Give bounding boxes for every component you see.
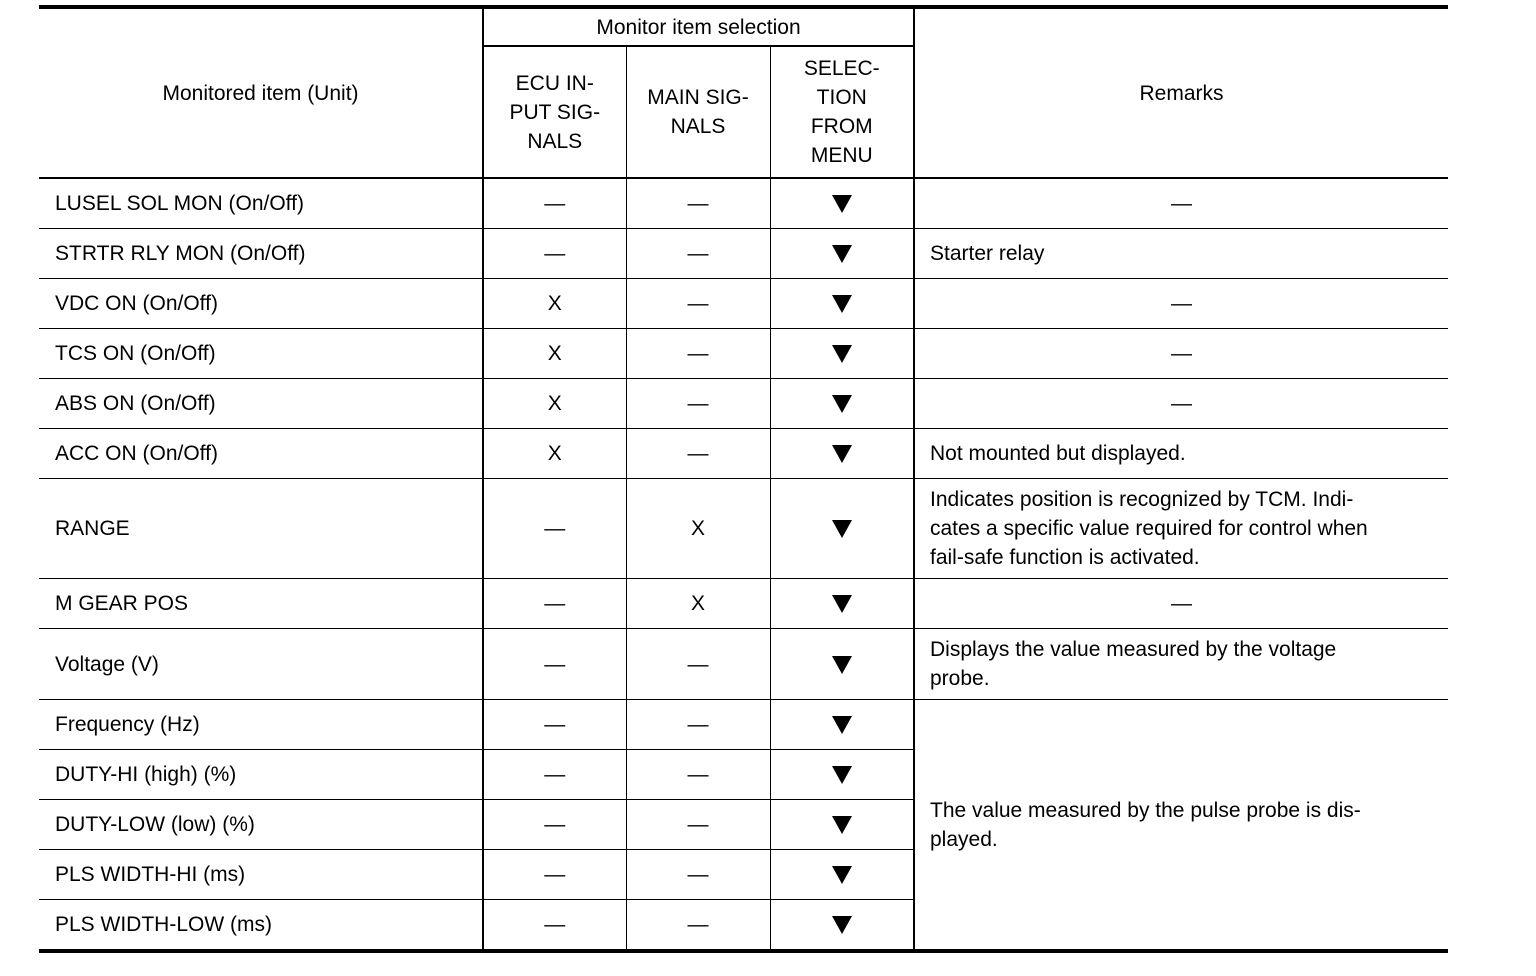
down-triangle-icon	[832, 766, 852, 784]
table-row	[39, 229, 1448, 279]
monitored-item-cell: DUTY-LOW (low) (%)	[39, 800, 483, 850]
down-triangle-icon	[832, 656, 852, 674]
table-row	[39, 700, 1448, 750]
main-signals-cell: —	[626, 900, 770, 952]
down-triangle-icon	[832, 195, 852, 213]
main-signals-cell: —	[626, 750, 770, 800]
selection-cell	[770, 479, 914, 579]
selection-cell	[770, 229, 914, 279]
monitor-item-table	[39, 5, 1448, 953]
table-row	[39, 279, 1448, 329]
main-signals-cell: X	[626, 579, 770, 629]
monitored-item-cell: STRTR RLY MON (On/Off)	[39, 229, 483, 279]
monitored-item-cell: ABS ON (On/Off)	[39, 379, 483, 429]
ecu-input-cell: —	[483, 479, 626, 579]
selection-cell	[770, 629, 914, 700]
down-triangle-icon	[832, 916, 852, 934]
remarks-cell: —	[914, 579, 1448, 629]
main-signals-cell: —	[626, 229, 770, 279]
monitored-item-cell: ACC ON (On/Off)	[39, 429, 483, 479]
main-signals-cell: —	[626, 429, 770, 479]
header-main-signals: MAIN SIG- NALS	[626, 46, 770, 178]
down-triangle-icon	[832, 445, 852, 463]
main-signals-cell: X	[626, 479, 770, 579]
main-signals-cell: —	[626, 629, 770, 700]
table-row	[39, 329, 1448, 379]
remarks-cell: —	[914, 178, 1448, 229]
monitor-item-table-container	[39, 5, 1448, 953]
main-signals-cell: —	[626, 329, 770, 379]
selection-cell	[770, 279, 914, 329]
monitored-item-cell: TCS ON (On/Off)	[39, 329, 483, 379]
table-row	[39, 479, 1448, 579]
monitored-item-cell: Voltage (V)	[39, 629, 483, 700]
table-row	[39, 629, 1448, 700]
ecu-input-cell: X	[483, 279, 626, 329]
main-signals-cell: —	[626, 800, 770, 850]
ecu-input-cell: X	[483, 379, 626, 429]
ecu-input-cell: —	[483, 750, 626, 800]
selection-cell	[770, 178, 914, 229]
ecu-input-cell: X	[483, 329, 626, 379]
table-row	[39, 429, 1448, 479]
monitored-item-cell: DUTY-HI (high) (%)	[39, 750, 483, 800]
monitored-item-cell: LUSEL SOL MON (On/Off)	[39, 178, 483, 229]
main-signals-cell: —	[626, 178, 770, 229]
selection-cell	[770, 329, 914, 379]
remarks-cell: Starter relay	[914, 229, 1448, 279]
main-signals-cell: —	[626, 850, 770, 900]
down-triangle-icon	[832, 245, 852, 263]
selection-cell	[770, 379, 914, 429]
down-triangle-icon	[832, 395, 852, 413]
selection-cell	[770, 429, 914, 479]
main-signals-cell: —	[626, 700, 770, 750]
ecu-input-cell: —	[483, 629, 626, 700]
shared-remarks-cell: The value measured by the pulse probe is dis- played.	[914, 700, 1448, 952]
down-triangle-icon	[832, 520, 852, 538]
header-monitor-item-selection: Monitor item selection	[483, 7, 914, 46]
remarks-cell: —	[914, 279, 1448, 329]
ecu-input-cell: —	[483, 800, 626, 850]
remarks-cell: Displays the value measured by the voltage probe.	[914, 629, 1448, 700]
down-triangle-icon	[832, 866, 852, 884]
remarks-cell: Indicates position is recognized by TCM. Indi- cates a specific value required for control when fail-safe function is activated.	[914, 479, 1448, 579]
table-row	[39, 579, 1448, 629]
ecu-input-cell: —	[483, 850, 626, 900]
monitored-item-cell: M GEAR POS	[39, 579, 483, 629]
down-triangle-icon	[832, 816, 852, 834]
main-signals-cell: —	[626, 379, 770, 429]
ecu-input-cell: X	[483, 429, 626, 479]
remarks-cell: —	[914, 329, 1448, 379]
selection-cell	[770, 850, 914, 900]
selection-cell	[770, 579, 914, 629]
down-triangle-icon	[832, 595, 852, 613]
down-triangle-icon	[832, 716, 852, 734]
selection-cell	[770, 700, 914, 750]
ecu-input-cell: —	[483, 229, 626, 279]
monitored-item-cell: PLS WIDTH-LOW (ms)	[39, 900, 483, 952]
monitored-item-cell: PLS WIDTH-HI (ms)	[39, 850, 483, 900]
monitored-item-cell: Frequency (Hz)	[39, 700, 483, 750]
remarks-cell: —	[914, 379, 1448, 429]
monitored-item-cell: RANGE	[39, 479, 483, 579]
ecu-input-cell: —	[483, 700, 626, 750]
ecu-input-cell: —	[483, 900, 626, 952]
ecu-input-cell: —	[483, 579, 626, 629]
selection-cell	[770, 800, 914, 850]
table-row	[39, 379, 1448, 429]
header-remarks: Remarks	[914, 7, 1448, 178]
monitored-item-cell: VDC ON (On/Off)	[39, 279, 483, 329]
selection-cell	[770, 750, 914, 800]
down-triangle-icon	[832, 295, 852, 313]
main-signals-cell: —	[626, 279, 770, 329]
header-selection-from-menu: SELEC- TION FROM MENU	[770, 46, 914, 178]
down-triangle-icon	[832, 345, 852, 363]
header-monitored-item: Monitored item (Unit)	[39, 7, 483, 178]
ecu-input-cell: —	[483, 178, 626, 229]
table-row	[39, 178, 1448, 229]
selection-cell	[770, 900, 914, 952]
header-ecu-input-signals: ECU IN- PUT SIG- NALS	[483, 46, 626, 178]
remarks-cell: Not mounted but displayed.	[914, 429, 1448, 479]
